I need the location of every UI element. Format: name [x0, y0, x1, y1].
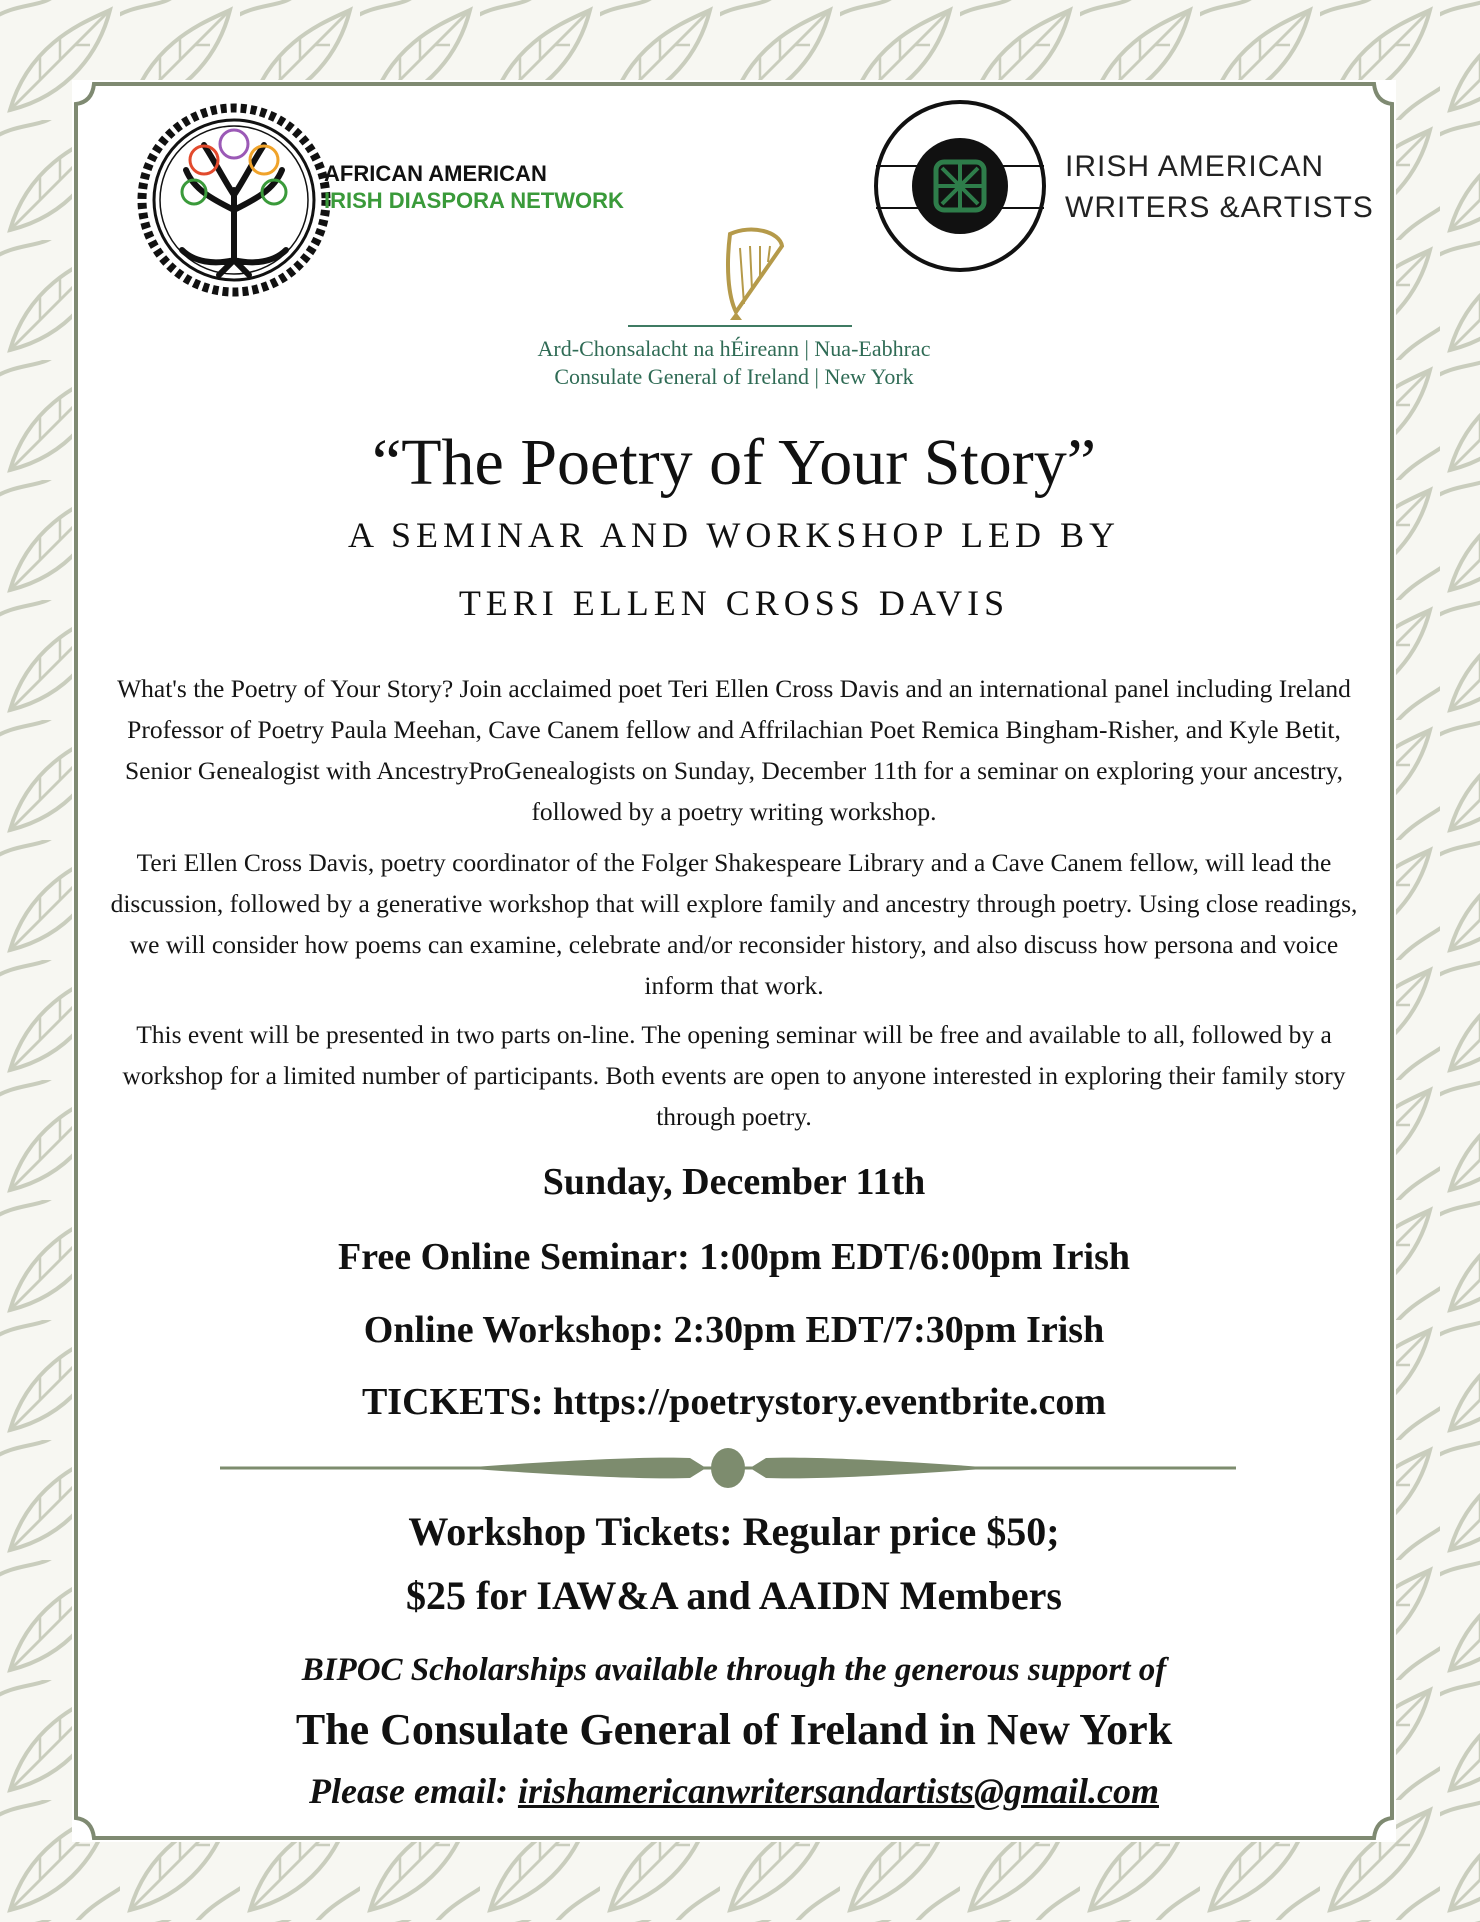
sponsor-name: The Consulate General of Ireland in New York — [295, 1705, 1173, 1754]
workshop-time: Online Workshop: 2:30pm EDT/7:30pm Irish — [363, 1309, 1105, 1351]
org-left-line1: AFRICAN AMERICAN — [324, 161, 547, 186]
description-paragraph-3: This event will be presented in two parts on-line. The opening seminar will be free and available to all, followed by a workshop for a limited number of participants. Both events are open to anyone interested in exploring their family story through poetry. — [122, 1020, 1346, 1131]
irish-harp-icon — [722, 226, 788, 322]
org-right-line1: IRISH AMERICAN — [1065, 150, 1325, 183]
event-title: “The Poetry of Your Story” — [371, 426, 1097, 499]
event-date: Sunday, December 11th — [542, 1161, 926, 1203]
consulate-name-irish: Ard-Chonsalacht na hÉireann | Nua-Eabhrac — [537, 336, 931, 361]
email-link[interactable]: irishamericanwritersandartists@gmail.com — [517, 1771, 1159, 1811]
org-left-line2: IRISH DIASPORA NETWORK — [324, 188, 624, 213]
consulate-rule — [628, 325, 852, 327]
description-paragraph-1: What's the Poetry of Your Story? Join acclaimed poet Teri Ellen Cross Davis and an international panel including Ireland Professor of Poetry Paula Meehan, Cave Canem fellow and Affrilachian Poet Remica Bingham-Risher, and Kyle Betit, Senior Genealogist with AncestryProGenealogists on Sunday, December 11th for a seminar on exploring your ancestry, followed by a poetry writing workshop. — [117, 674, 1351, 826]
description-paragraph-2: Teri Ellen Cross Davis, poetry coordinator of the Folger Shakespeare Library and a Cave Canem fellow, will lead the discussion, followed by a generative workshop that will explore family and ancestry through poetry. Using close readings, we will consider how poems can examine, celebrate and/or reconsider history, and also discuss how persona and voice inform that work. — [110, 848, 1358, 1000]
consulate-name-english: Consulate General of Ireland | New York — [554, 364, 914, 389]
email-label: Please email: — [309, 1771, 508, 1811]
bipoc-scholarship-text: BIPOC Scholarships available through the generous support of — [301, 1652, 1167, 1688]
ornamental-divider — [220, 1442, 1236, 1494]
member-price: $25 for IAW&A and AAIDN Members — [406, 1573, 1062, 1618]
flyer-card — [72, 80, 1396, 1842]
event-subtitle-line2: TERI ELLEN CROSS DAVIS — [458, 583, 1010, 623]
workshop-price: Workshop Tickets: Regular price $50; — [408, 1509, 1060, 1554]
tree-of-life-celtic-knot-icon — [134, 100, 334, 300]
event-subtitle-line1: A SEMINAR AND WORKSHOP LED BY — [347, 515, 1121, 555]
org-right-line2: WRITERS &ARTISTS — [1065, 191, 1374, 224]
seminar-time: Free Online Seminar: 1:00pm EDT/6:00pm Irish — [337, 1236, 1130, 1278]
tickets-link[interactable]: TICKETS: https://poetrystory.eventbrite.com — [361, 1381, 1107, 1423]
contact-email-line — [72, 1770, 1396, 1812]
african-american-irish-diaspora-network-name — [324, 160, 624, 214]
celtic-knot-circle-icon — [870, 96, 1050, 276]
irish-american-writers-artists-name — [1065, 146, 1374, 228]
